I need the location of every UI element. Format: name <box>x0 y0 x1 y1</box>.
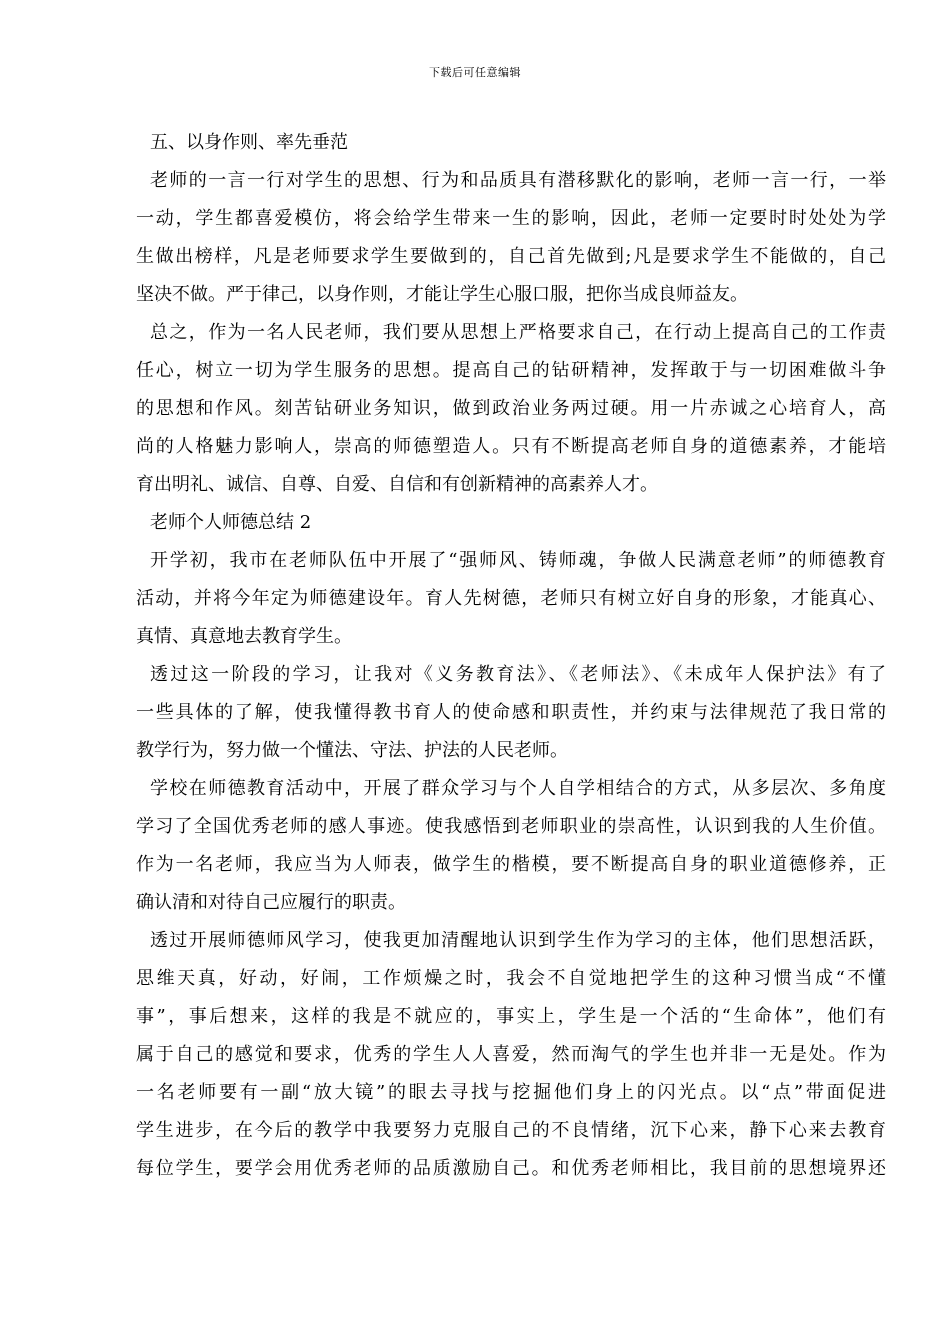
text-line: 五、以身作则、率先垂范 <box>150 132 348 153</box>
text-line: 尚的人格魅力影响人，崇高的师德塑造人。只有不断提高老师自身的道德素养，才能培 <box>136 436 886 457</box>
text-line: 学生进步，在今后的教学中我要努力克服自己的不良情绪，沉下心来，静下心来去教育 <box>136 1120 886 1141</box>
text-line: 一些具体的了解，使我懂得教书育人的使命感和职责性，并约束与法律规范了我日常的 <box>136 702 886 723</box>
text-line: 的思想和作风。刻苦钻研业务知识，做到政治业务两过硬。用一片赤诚之心培育人，高 <box>136 398 886 419</box>
document-body <box>136 124 886 1188</box>
text-line: 任心，树立一切为学生服务的思想。提高自己的钻研精神，发挥敢于与一切困难做斗争 <box>136 360 886 381</box>
text-line: 透过开展师德师风学习，使我更加清醒地认识到学生作为学习的主体，他们思想活跃， <box>150 930 886 951</box>
text-line: 老师个人师德总结 2 <box>150 512 312 533</box>
text-line: 学习了全国优秀老师的感人事迹。使我感悟到老师职业的崇高性，认识到我的人生价值。 <box>136 816 886 837</box>
text-line: 透过这一阶段的学习，让我对《义务教育法》、《老师法》、《未成年人保护法》有了 <box>150 664 886 685</box>
text-line: 事”，事后想来，这样的我是不就应的，事实上，学生是一个活的“生命体”，他们有 <box>136 1006 886 1027</box>
text-line: 坚决不做。严于律己，以身作则，才能让学生心服口服，把你当成良师益友。 <box>136 284 748 305</box>
text-line: 一动，学生都喜爱模仿，将会给学生带来一生的影响，因此，老师一定要时时处处为学 <box>136 208 886 229</box>
page-header-note: 下载后可任意编辑 <box>429 66 521 79</box>
text-line: 总之，作为一名人民老师，我们要从思想上严格要求自己，在行动上提高自己的工作责 <box>150 322 886 343</box>
text-line: 教学行为，努力做一个懂法、守法、护法的人民老师。 <box>136 740 568 761</box>
text-line: 开学初，我市在老师队伍中开展了“强师风、铸师魂，争做人民满意老师”的师德教育 <box>150 550 886 571</box>
text-line: 活动，并将今年定为师德建设年。育人先树德，老师只有树立好自身的形象，才能真心、 <box>136 588 886 609</box>
text-line: 作为一名老师，我应当为人师表，做学生的楷模，要不断提高自身的职业道德修养，正 <box>136 854 886 875</box>
text-line: 思维天真，好动，好闹，工作烦燥之时，我会不自觉地把学生的这种习惯当成“不懂 <box>136 968 886 989</box>
text-line: 确认清和对待自己应履行的职责。 <box>136 892 406 913</box>
text-line: 真情、真意地去教育学生。 <box>136 626 352 647</box>
text-line: 生做出榜样，凡是老师要求学生要做到的，自己首先做到;凡是要求学生不能做的，自己 <box>136 246 886 267</box>
text-line: 属于自己的感觉和要求，优秀的学生人人喜爱，然而淘气的学生也并非一无是处。作为 <box>136 1044 886 1065</box>
text-line: 每位学生，要学会用优秀老师的品质激励自己。和优秀老师相比，我目前的思想境界还 <box>136 1158 886 1179</box>
text-line: 育出明礼、诚信、自尊、自爱、自信和有创新精神的高素养人才。 <box>136 474 658 495</box>
text-line: 学校在师德教育活动中，开展了群众学习与个人自学相结合的方式，从多层次、多角度 <box>150 778 886 799</box>
text-line: 一名老师要有一副“放大镜”的眼去寻找与挖掘他们身上的闪光点。以“点”带面促进 <box>136 1082 886 1103</box>
text-line: 老师的一言一行对学生的思想、行为和品质具有潜移默化的影响，老师一言一行，一举 <box>150 170 886 191</box>
